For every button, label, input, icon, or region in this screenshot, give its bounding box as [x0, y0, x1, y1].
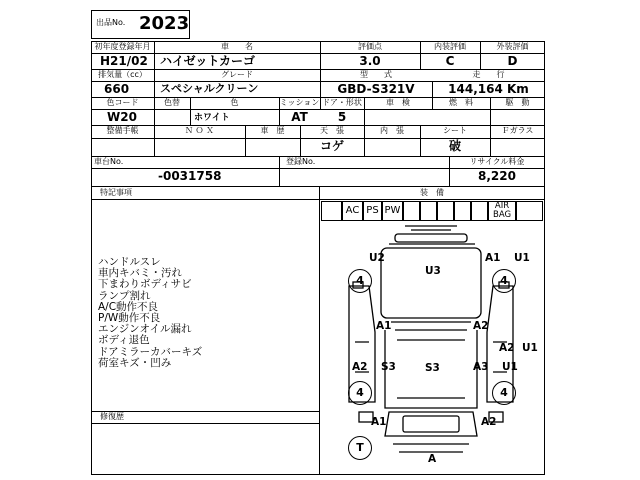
first-reg-value: H21/02: [100, 54, 148, 68]
exterior-value: D: [507, 54, 518, 68]
drive-label: 駆 動: [505, 98, 530, 107]
roof-label: 天 張: [320, 126, 344, 135]
exterior-label: 外装評価: [496, 42, 529, 51]
color-code-label: 色コード: [106, 98, 139, 107]
car-name-value: ハイゼットカーゴ: [160, 54, 256, 68]
color-label: 色: [230, 98, 239, 107]
model-label: 型 式: [360, 70, 392, 79]
tire-front-left: 4: [348, 269, 372, 293]
equip-ps: PS: [363, 201, 382, 221]
damage-code: S3: [425, 362, 440, 374]
equip-blank: [403, 201, 420, 221]
mileage-value: 144,164 Km: [448, 82, 529, 96]
lot-number: 2023: [139, 13, 190, 34]
roof-value: コゲ: [319, 139, 344, 153]
damage-code: A3: [473, 361, 489, 373]
damage-code: A2: [499, 342, 515, 354]
color-code-value: W20: [107, 110, 137, 124]
remark-item: 荷室キズ・凹み: [98, 356, 172, 369]
equip-blank: [516, 201, 543, 221]
damage-code: A1: [371, 416, 387, 428]
remark-item: P/W動作不良: [98, 312, 161, 325]
damage-code: U1: [522, 342, 538, 354]
remark-item: 車内キバミ・汚れ: [98, 267, 182, 280]
damage-code: S3: [381, 361, 396, 373]
score-label: 評価点: [358, 42, 382, 51]
remark-item: 下まわりボディサビ: [98, 278, 192, 291]
seat-value: 破: [448, 139, 461, 153]
equip-pw: PW: [382, 201, 403, 221]
fuel-label: 燃 料: [449, 98, 473, 107]
interior-label: 内装評価: [434, 42, 466, 51]
grade-value: スペシャルクリーン: [160, 82, 259, 95]
chassis-label: 車台No.: [94, 157, 124, 166]
grade-label: グレード: [221, 70, 253, 79]
manual-label: 整備手帳: [106, 126, 139, 135]
damage-code: A1: [485, 252, 501, 264]
history-label: 車 歴: [260, 126, 285, 135]
mission-value: AT: [291, 110, 308, 124]
remark-item: ランプ割れ: [98, 289, 151, 302]
remark-item: ハンドルスレ: [98, 256, 161, 268]
equip-blank: [454, 201, 471, 221]
displacement-label: 排気量（cc）: [98, 70, 147, 79]
recycle-label: リサイクル料金: [469, 157, 525, 166]
damage-code: A2: [481, 416, 497, 428]
glass-label: Ｆガラス: [501, 126, 534, 135]
remark-item: ボディ退色: [98, 334, 150, 347]
damage-code: U3: [425, 265, 441, 277]
equip-blank: [471, 201, 488, 221]
equip-blank: [437, 201, 454, 221]
lot-label: 出品No.: [96, 18, 126, 27]
damage-code: A1: [376, 320, 392, 332]
equipment-label: 装 備: [420, 188, 444, 197]
remarks-list: [98, 257, 202, 369]
seat-label: シート: [443, 126, 467, 135]
damage-code: A2: [352, 361, 368, 373]
remarks-label: 特記事項: [100, 188, 132, 197]
remark-item: エンジンオイル漏れ: [98, 323, 192, 336]
model-value: GBD-S321V: [337, 82, 415, 96]
color-swap-label: 色替: [164, 98, 180, 107]
inspection-label: 車 検: [386, 98, 410, 107]
equip-airbag: AIR BAG: [488, 201, 516, 221]
chassis-value: -0031758: [158, 169, 222, 183]
nox-label: Ｎ Ｏ Ｘ: [184, 126, 215, 135]
first-reg-label: 初年度登録年月: [94, 42, 151, 51]
damage-code: U1: [502, 361, 518, 373]
car-name-label: 車 名: [221, 42, 253, 51]
equip-ac: AC: [342, 201, 363, 221]
remark-item: A/C動作不良: [98, 300, 159, 313]
damage-code: A: [428, 453, 437, 465]
score-value: 3.0: [359, 54, 381, 68]
mileage-label: 走 行: [472, 70, 505, 79]
doors-label: ドア・形状: [322, 98, 362, 107]
displacement-value: 660: [104, 82, 130, 96]
equip-blank: [321, 201, 342, 221]
reg-no-label: 登録No.: [286, 157, 316, 166]
damage-code: U1: [514, 252, 530, 264]
repair-label: 修復歴: [100, 412, 124, 421]
recycle-value: 8,220: [478, 169, 516, 183]
damage-code: A2: [473, 320, 489, 332]
spare-tire: T: [348, 436, 372, 460]
mission-label: ミッション: [279, 98, 320, 107]
equip-blank: [420, 201, 437, 221]
tire-rear-right: 4: [492, 381, 516, 405]
color-value: ホワイト: [194, 113, 230, 123]
damage-code: U2: [369, 252, 385, 264]
doors-value: 5: [337, 110, 347, 124]
interior-value: C: [445, 54, 455, 68]
tire-rear-left: 4: [348, 381, 372, 405]
interior-trim-label: 内 張: [380, 126, 404, 135]
remark-item: ドアミラーカバーキズ: [98, 345, 203, 358]
tire-front-right: 4: [492, 269, 516, 293]
